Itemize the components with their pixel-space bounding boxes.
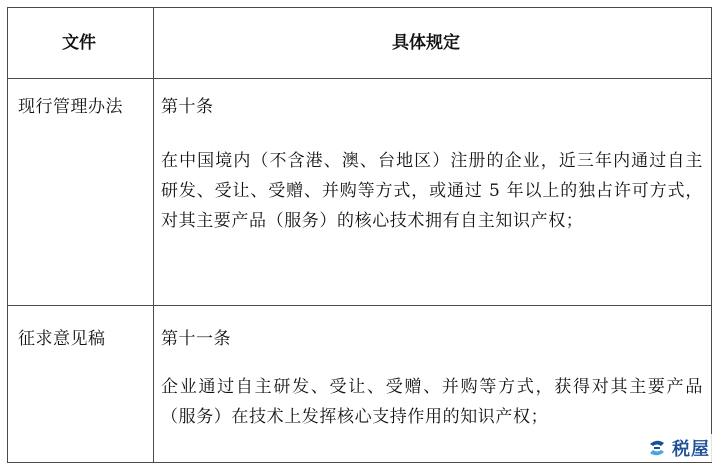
row1-article: 第十条 bbox=[161, 97, 214, 117]
row-divider bbox=[8, 305, 711, 306]
header-provisions: 具体规定 bbox=[392, 33, 460, 53]
shuiwu-logo-icon bbox=[646, 437, 668, 459]
row2-document: 征求意见稿 bbox=[18, 329, 106, 349]
watermark-logo bbox=[644, 434, 714, 462]
row2-article: 第十一条 bbox=[161, 329, 231, 349]
row1-document: 现行管理办法 bbox=[18, 97, 123, 117]
row2-text: 企业通过自主研发、受让、受赠、并购等方式，获得对其主要产品（服务）在技术上发挥核心支持作用的知识产权； bbox=[161, 377, 703, 427]
header-document: 文件 bbox=[62, 33, 96, 53]
column-divider bbox=[153, 8, 154, 462]
watermark-text: 税屋 bbox=[672, 439, 710, 460]
header-divider bbox=[8, 78, 711, 79]
regulation-comparison-table bbox=[7, 7, 712, 463]
row1-text: 在中国境内（不含港、澳、台地区）注册的企业，近三年内通过自主研发、受让、受赠、并购等方式，或通过 5 年以上的独占许可方式，对其主要产品（服务）的核心技术拥有自主知识产权； bbox=[161, 151, 703, 231]
